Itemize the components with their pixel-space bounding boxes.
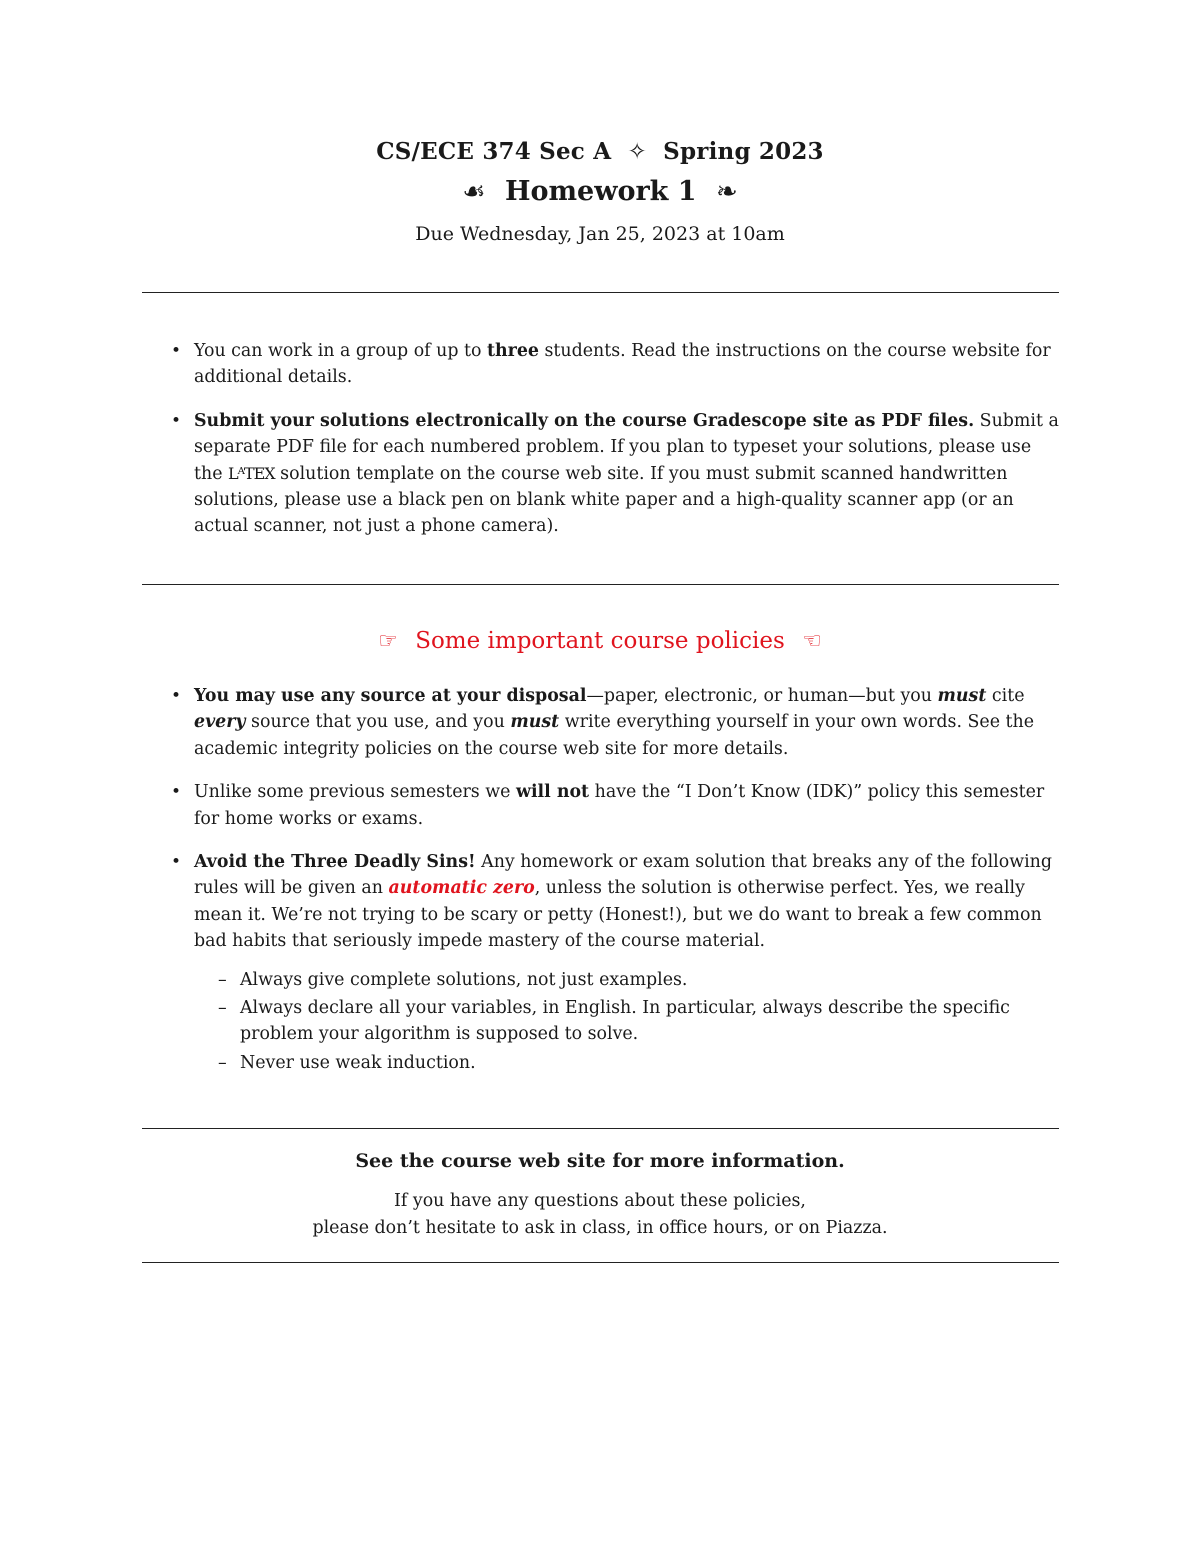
policies-heading-text: Some important course policies (415, 628, 785, 654)
policy-text: Any homework or exam solution that breaks any of the following rules will be given an (194, 852, 1052, 899)
term: Spring 2023 (663, 138, 824, 165)
policy-text: , unless the solution is otherwise perfect. Yes, we really mean it. We’re not trying to be scary or petty (Honest!), but we do want to break a few common bad habits that seriously impede mastery of the course material. (194, 878, 1042, 952)
footer-text (0, 1188, 1200, 1242)
policy-text: source that you use, and you (245, 712, 511, 733)
sin-item: – Never use weak induction. (194, 1050, 1059, 1076)
sin-item: – Always give complete solutions, not just examples. (194, 967, 1059, 993)
policies-heading (0, 628, 1200, 654)
homework-title-text: Homework 1 (504, 176, 697, 207)
homework-title (0, 176, 1200, 207)
footer-line-2: please don’t hesitate to ask in class, in office hours, or on Piazza. (312, 1218, 888, 1238)
pointing-left-hand-icon: ☜ (802, 629, 822, 654)
instruction-text: solution template on the course web site. If you must submit scanned handwritten solutions, please use a black pen on blank white paper and a high-quality scanner app (or an actual scanner, not just a phone camera). (194, 463, 1014, 537)
pointing-right-hand-icon: ☞ (378, 629, 398, 654)
instruction-text: students. Read the instructions on the course website for additional details. (194, 341, 1051, 388)
instructions-list (142, 338, 1059, 557)
policy-text: cite (986, 686, 1025, 706)
policy-bold: will not (515, 782, 590, 803)
footer-line-1: If you have any questions about these policies, (394, 1191, 806, 1211)
course-line (0, 138, 1200, 165)
instruction-item-submission (142, 408, 1059, 540)
divider-2 (142, 584, 1059, 585)
sparkle-icon: ✧ (627, 139, 647, 165)
instruction-bold: Submit your solutions electronically on the course Gradescope site as PDF files. (194, 410, 975, 431)
due-date: Due Wednesday, Jan 25, 2023 at 10am (415, 223, 785, 245)
policy-item-deadly-sins (142, 849, 1059, 1076)
divider-1 (142, 292, 1059, 293)
divider-4 (142, 1262, 1059, 1263)
policy-text: Unlike some previous semesters we (194, 782, 516, 803)
instruction-bold: three (486, 341, 539, 361)
instruction-text: You can work in a group of up to (194, 341, 487, 361)
policy-text: write everything yourself in your own words. See the academic integrity policies on the course web site for more details. (194, 712, 1035, 759)
sin-item: – Always declare all your variables, in English. In particular, always describe the specific problem your algorithm is supposed to solve. (194, 995, 1059, 1048)
policy-text: have the “I Don’t Know (IDK)” policy this semester for home works or exams. (194, 782, 1045, 829)
instruction-item-group (142, 338, 1059, 391)
course-name: CS/ECE 374 Sec A (376, 138, 612, 165)
latex-logo: LᴬTEX (228, 463, 275, 483)
divider-3 (142, 1128, 1059, 1129)
policy-bold: You may use any source at your disposal (194, 686, 587, 706)
instruction-text: Submit a separate PDF file for each numbered problem. If you plan to typeset your solutions, please use the (194, 410, 1059, 484)
policy-text: —paper, electronic, or human—but you (586, 686, 938, 706)
policy-bold: Avoid the Three Deadly Sins! (194, 852, 476, 873)
automatic-zero-emphasis: automatic zero (388, 878, 535, 899)
right-floral-ornament-icon: ❧ (715, 177, 738, 207)
footer-title: See the course web site for more information. (355, 1150, 845, 1172)
policy-emphasis: must (937, 686, 987, 706)
policy-emphasis: every (194, 712, 246, 733)
policies-list (142, 683, 1059, 1093)
policy-item-idk (142, 779, 1059, 832)
left-floral-ornament-icon: ☙ (462, 177, 486, 207)
policy-item-sources (142, 683, 1059, 762)
deadly-sins-list (194, 967, 1059, 1077)
policy-emphasis: must (510, 712, 560, 733)
